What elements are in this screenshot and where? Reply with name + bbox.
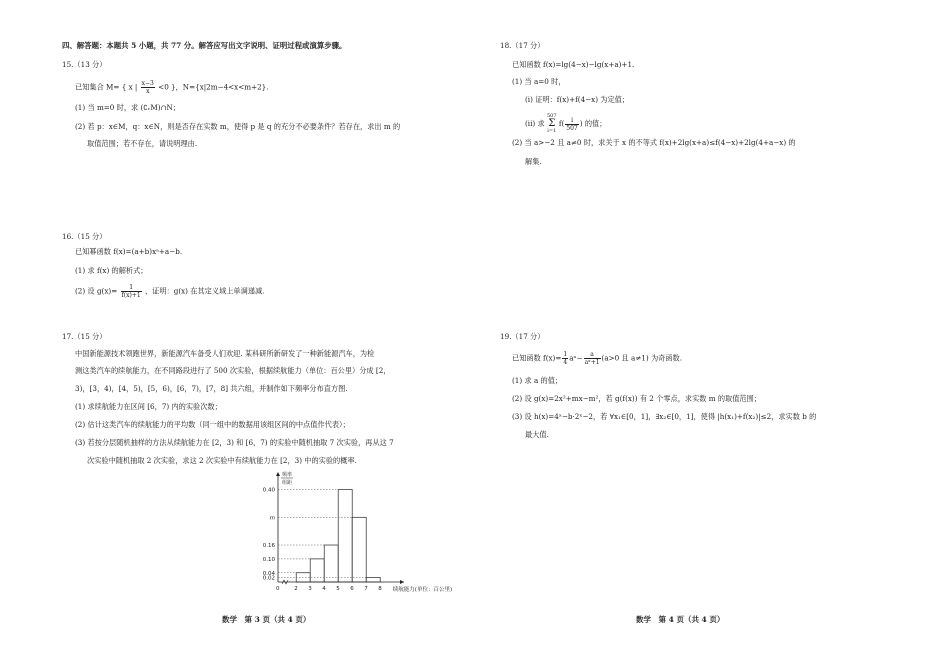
q17-part3a: (3) 若按分层随机抽样的方法从续航能力在 [2，3) 和 [6，7) 的实验中随机抽取 7 次实验，再从这 7 (75, 438, 394, 447)
y-label-bottom: 组距 (282, 480, 293, 486)
histogram-bar-[7,8] (366, 577, 380, 582)
x-tick-label-3: 3 (308, 586, 312, 592)
y-tick-label-0.16: 0.16 (262, 543, 275, 550)
q15-set-right: <0 }，N={x|2m−4<x<m+2}. (158, 82, 269, 92)
histogram-bar-[5,6) (338, 490, 352, 582)
q15-part2b: 取值范围；若不存在，请说明理由. (87, 139, 198, 148)
q15-stem-text: 已知集合 M= (75, 82, 120, 92)
q19-part2: (2) 设 g(x)=2x²+mx−m²，若 g(f(x)) 有 2 个零点，求实数 m 的取值范围； (512, 394, 761, 403)
q19-stem-mid: aˣ− (569, 353, 583, 363)
q16-fraction (121, 284, 142, 299)
q16-stem: 已知幂函数 f(x)=(a+b)xᵃ+a−b. (75, 247, 183, 256)
histogram-bar-[3,4) (310, 559, 324, 582)
q19-number: 19.（17 分） (500, 332, 545, 341)
q15-set-left: { x | (121, 82, 138, 92)
q19-frac1-den: 4 (563, 359, 568, 366)
y-tick-label-0.04: 0.04 (262, 570, 275, 577)
q16-number: 16.（15 分） (62, 232, 107, 241)
q16-part2-tail: ，证明：g(x) 在其定义域上单调递减. (144, 286, 265, 296)
y-tick-label-0.40: 0.40 (262, 487, 275, 494)
q18-fraction (565, 117, 578, 132)
histogram-bar-[6,7) (352, 517, 366, 582)
x-tick-label-0: 0 (276, 586, 280, 592)
q17-number: 17.（15 分） (62, 332, 107, 341)
y-tick-label-m: m (269, 515, 275, 522)
q18-part2b: 解集. (525, 157, 542, 166)
q19-part1: (1) 求 a 的值； (512, 376, 563, 385)
x-tick-label-7: 7 (364, 586, 368, 592)
q18-ii-tail: ) 的值； (579, 119, 607, 128)
y-label-top: 频率 (282, 472, 293, 478)
q15-number: 15.（13 分） (62, 60, 107, 69)
q18-number: 18.（17 分） (500, 41, 545, 50)
q17-line1: 中国新能源技术领跑世界，新能源汽车备受人们欢迎. 某科研所新研发了一种新能源汽车，为检 (75, 349, 375, 358)
q15-frac-den: x (146, 88, 150, 95)
q18-frac-num: i (565, 117, 578, 125)
q19-frac-1 (562, 351, 568, 366)
q18-ii-f: f( (558, 119, 565, 128)
q15-part2a: (2) 若 p：x∈M，q：x∈N，则是否存在实数 m，使得 p 是 q 的充分不必要条件？若存在，求出 m 的 (75, 122, 401, 131)
x-tick-label-8: 8 (378, 586, 382, 592)
q17-line3: 3)，[3，4)，[4，5)，[5，6)，[6，7)，[7，8] 共六组，并制作如下频率分布直方图. (75, 384, 348, 393)
x-tick-label-2: 2 (294, 586, 298, 592)
q15-stem (75, 80, 269, 95)
q16-frac-den: f(x)+1 (121, 292, 141, 299)
q17-part1: (1) 求续航能力在区间 [6，7) 内的实验次数； (75, 402, 222, 411)
q17-part2: (2) 估计这类汽车的续航能力的平均数（同一组中的数据用该组区间的中点值作代表）； (75, 420, 350, 429)
sum-upper: 507 (546, 113, 557, 119)
x-axis-label: 续航能力(单位：百公里) (392, 587, 453, 593)
q15-frac-num: x−3 (141, 80, 154, 87)
q18-part1: (1) 当 a=0 时， (512, 77, 566, 86)
q19-frac-2 (584, 351, 601, 366)
q19-frac2-num: a (584, 351, 601, 359)
y-tick-label-0.02: 0.02 (262, 575, 275, 582)
x-axis-arrow (400, 580, 404, 584)
x-tick-label-4: 4 (322, 586, 326, 592)
q19-stem (512, 351, 682, 366)
q19-frac2-den: aˣ+1 (584, 359, 600, 366)
axis-break-mark (282, 580, 288, 584)
q18-summation (547, 114, 557, 134)
q16-part1: (1) 求 f(x) 的解析式； (75, 266, 148, 275)
q18-part1-i: (i) 证明：f(x)+f(4−x) 为定值； (525, 95, 630, 104)
x-tick-label-5: 5 (336, 586, 340, 592)
y-tick-label-0.10: 0.10 (262, 556, 275, 563)
q16-part2-text: (2) 设 g(x)= (75, 286, 118, 296)
footer-page-4: 数学 第 4 页（共 4 页） (636, 615, 725, 624)
x-tick-label-6: 6 (350, 586, 354, 592)
section-header: 四、解答题：本题共 5 小题，共 77 分。解答应写出文字说明、证明过程或演算步骤。 (62, 41, 347, 50)
q18-part1-ii (525, 114, 606, 134)
q15-fraction (141, 80, 155, 95)
q19-part3a: (3) 设 h(x)=4ˣ−b·2ˣ−2，若 ∀x₁∈[0，1]，∃x₂∈[0，1]，使得 |h(x₁)+f(x₂)|≤2，求实数 b 的 (512, 412, 817, 421)
q19-frac1-num: 1 (563, 351, 568, 358)
q18-part2a: (2) 当 a>−2 且 a≠0 时，求关于 x 的不等式 f(x)+2lg(x+a)≤f(4−x)+2lg(4+a−x) 的 (512, 138, 796, 147)
q17-part3b: 次实验中随机抽取 2 次实验，求这 2 次实验中有续航能力在 [2，3) 中的实验的概率. (87, 456, 357, 465)
q18-frac-den: 507 (566, 124, 578, 132)
q19-stem-tail: (a>0 且 a≠1) 为奇函数. (601, 353, 682, 363)
q19-part3b: 最大值. (525, 430, 549, 439)
frequency-histogram (240, 470, 460, 600)
sum-symbol: Σ (548, 118, 556, 129)
q16-frac-num: 1 (121, 284, 142, 292)
histogram-bar-[4,5) (324, 545, 338, 582)
q18-ii-text: (ii) 求 (525, 119, 545, 128)
q18-stem: 已知函数 f(x)=lg(4−x)−lg(x+a)+1. (512, 60, 635, 69)
y-axis-arrow (276, 472, 280, 476)
q19-stem-text: 已知函数 f(x)= (512, 353, 562, 363)
q16-part2 (75, 284, 264, 299)
footer-page-3: 数学 第 3 页（共 4 页） (222, 615, 311, 624)
sum-lower: i=1 (547, 128, 557, 134)
q17-line2: 测这类汽车的续航能力，在不同路段进行了 500 次实验，根据续航能力（单位：百公里）分成 [2， (75, 366, 391, 375)
q15-part1: (1) 当 m=0 时，求 (∁ᵣM)∩N； (75, 103, 181, 112)
